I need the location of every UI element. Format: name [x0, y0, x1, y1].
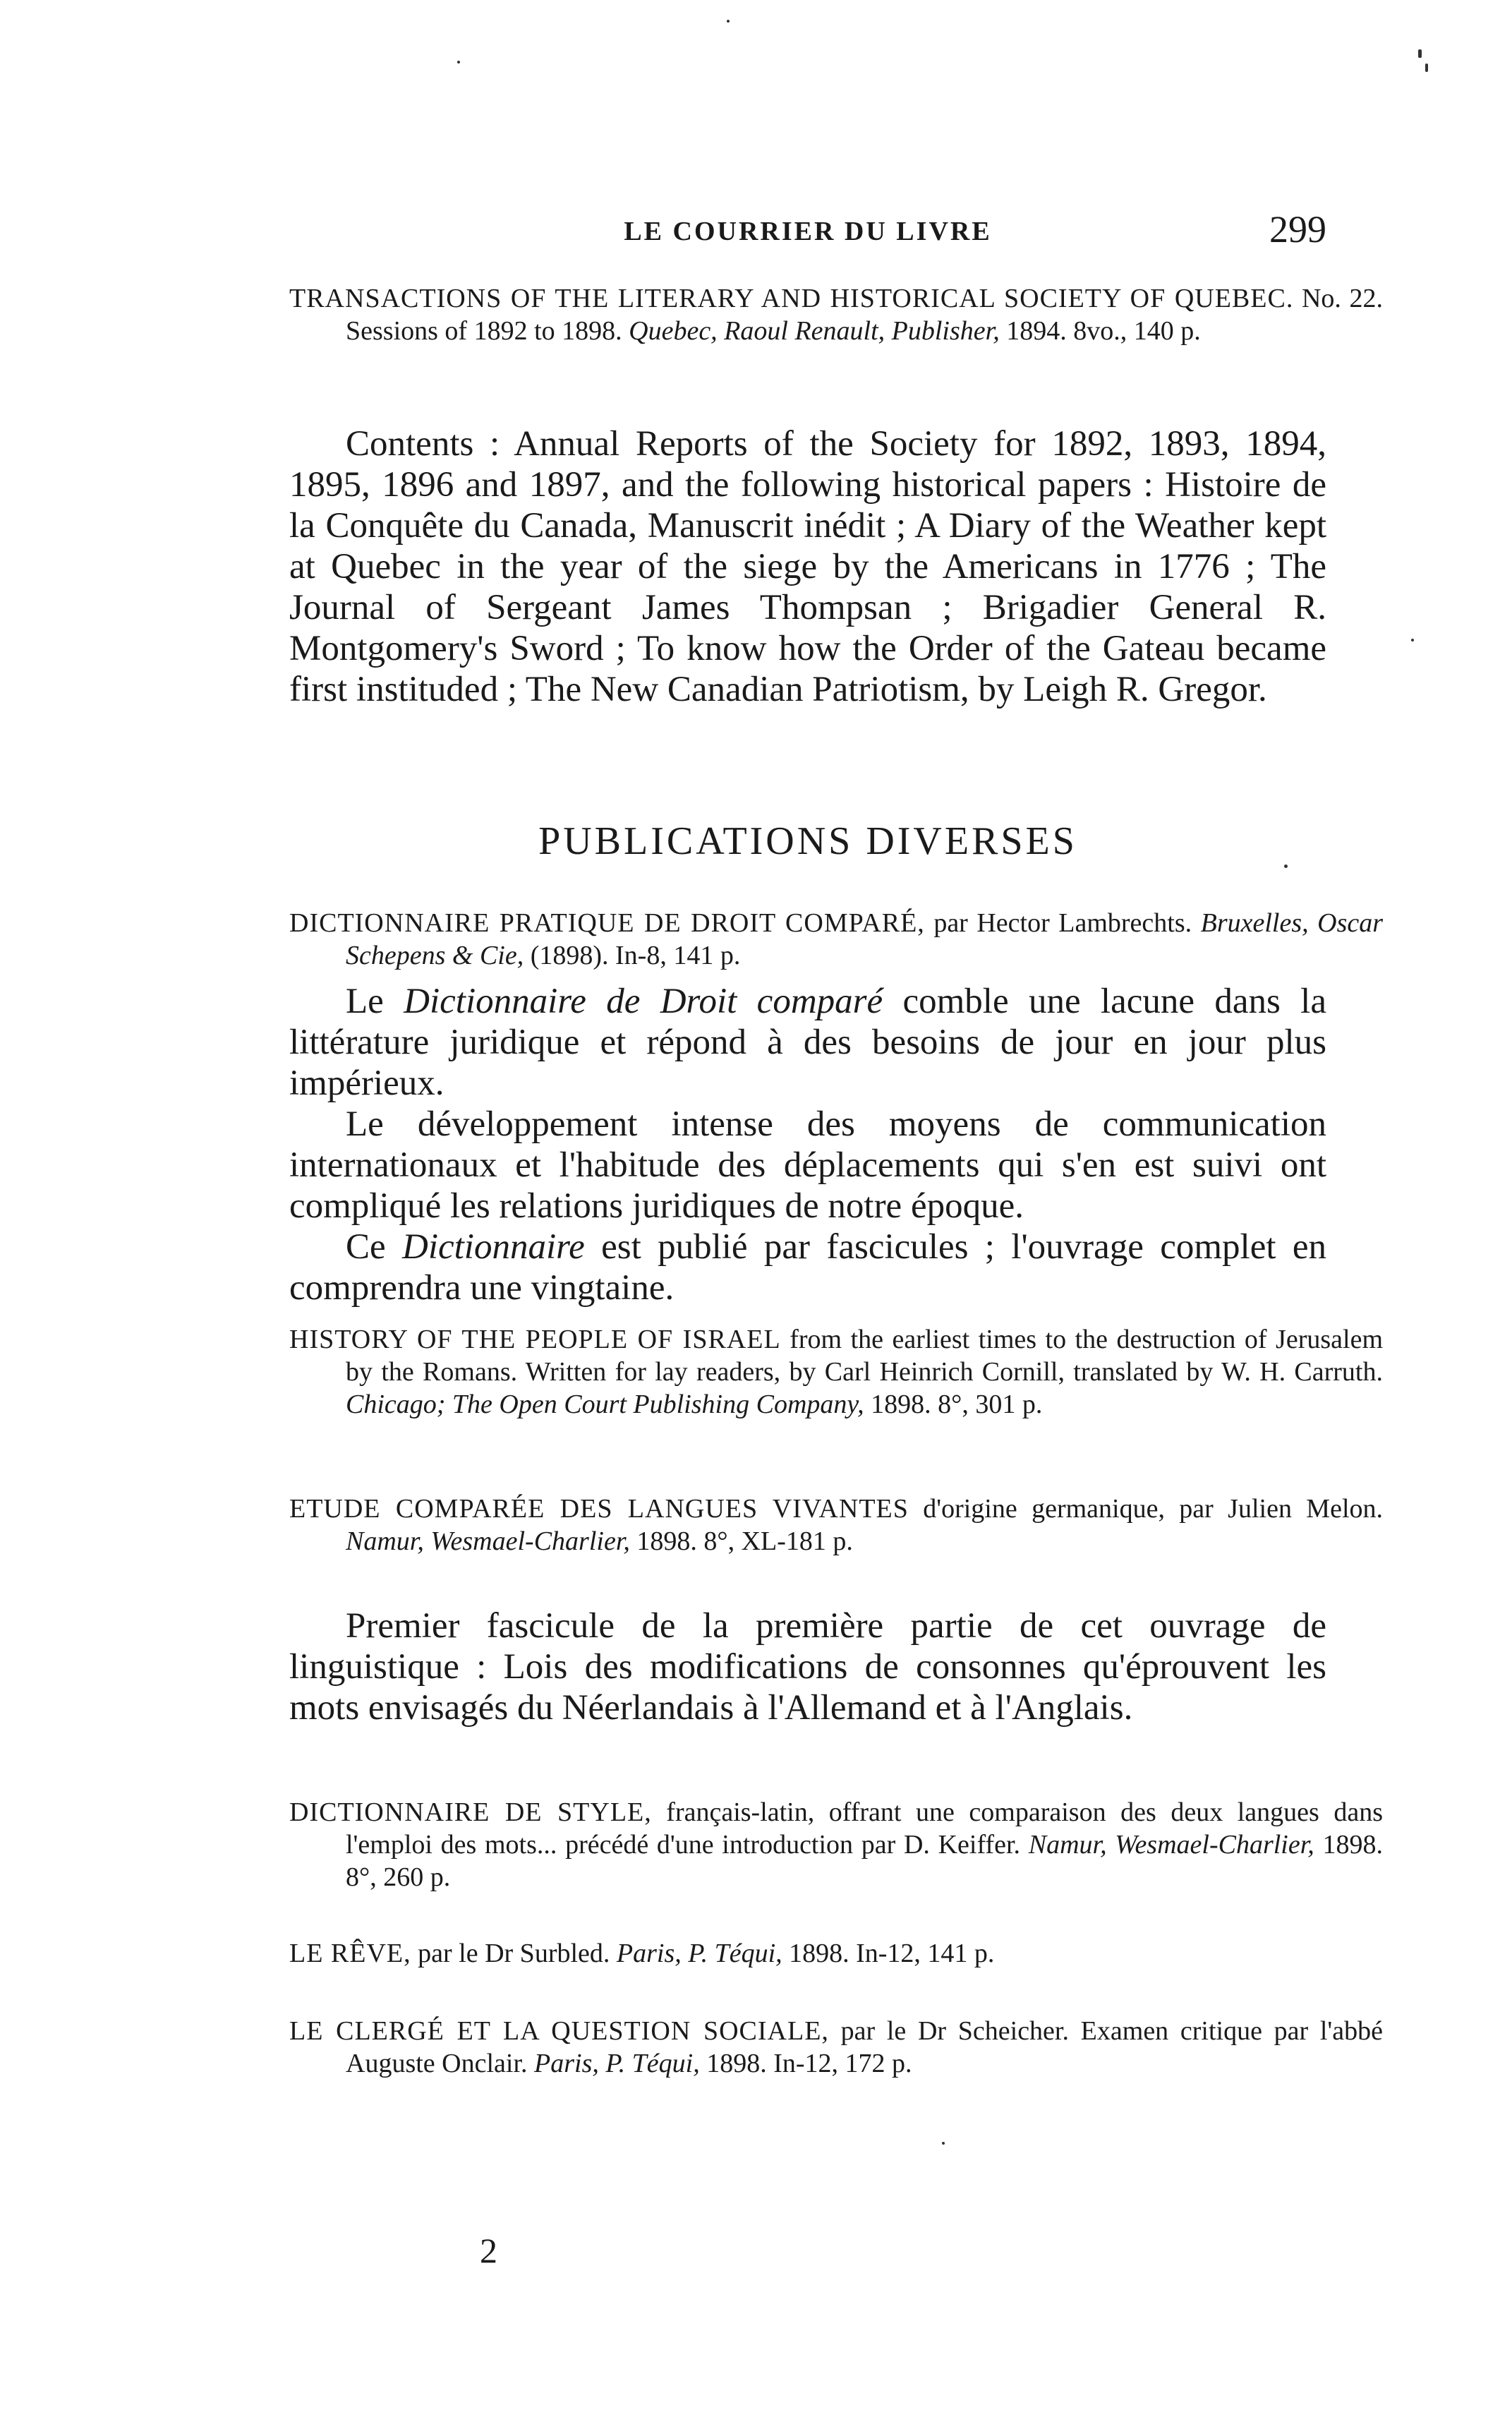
entry-imprint: 1898. 8°, 301 p. — [871, 1390, 1043, 1419]
entry-imprint: 1894. 8vo., 140 p. — [1006, 316, 1201, 346]
contents-paragraph-block — [289, 423, 1326, 710]
entry-imprint: 1898. 8°, 260 p. — [346, 1830, 1384, 1892]
entry-title: LE RÊVE, — [289, 1939, 411, 1968]
text-run: est publié par fascicules ; l'ouvrage complet en comprendra une vingtaine. — [289, 1227, 1326, 1308]
entry-details: français-latin, offrant une comparaison des deux langues dans l'emploi des mots... précédé d'une introduction par D. Keiffer. — [346, 1797, 1384, 1860]
entry-history-israel — [289, 1323, 1383, 1421]
entry-le-reve — [289, 1937, 1383, 1970]
scan-speck — [457, 61, 460, 64]
entry-publisher: Paris, P. Téqui, — [616, 1939, 782, 1968]
section-title: PUBLICATIONS DIVERSES — [538, 819, 1077, 863]
text-run: Le — [346, 982, 404, 1021]
scan-speck — [1284, 864, 1288, 868]
entry-title: DICTIONNAIRE PRATIQUE DE DROIT COMPARÉ, — [289, 908, 925, 938]
entry-title: ETUDE COMPARÉE DES LANGUES VIVANTES — [289, 1494, 909, 1524]
entry-details: from the earliest times to the destruction of Jerusalem by the Romans. Written for lay readers, by Carl Heinrich Cornill, translated by W. H. Carruth. — [346, 1325, 1383, 1387]
entry-imprint: 1898. In-12, 141 p. — [789, 1939, 995, 1968]
entry-details: par le Dr Scheicher. Examen critique par l'abbé Auguste Onclair. — [346, 2016, 1383, 2078]
entry-le-clerge — [289, 2015, 1383, 2080]
entry-title: DICTIONNAIRE DE STYLE, — [289, 1797, 652, 1827]
entry-dictionnaire-style — [289, 1796, 1383, 1893]
etude-paragraph: Premier fascicule de la première partie de cet ouvrage de linguistique : Lois des modifications de consonnes qu'éprouvent les mots envisagés du Néerlandais à l'Allemand et à l'Anglais. — [289, 1606, 1326, 1728]
entry-dictionnaire-pratique — [289, 907, 1383, 972]
entry-details: d'origine germanique, par Julien Melon. — [923, 1494, 1384, 1524]
scan-speck — [942, 2142, 945, 2145]
entry-details: No. 22. Sessions of 1892 to 1898. — [346, 284, 1384, 346]
dictionnaire-paragraph-2: Le développement intense des moyens de communication internationaux et l'habitude des déplacements qui s'en est suivi ont compliqué les relations juridiques de notre époque. — [289, 1104, 1326, 1226]
entry-details: par le Dr Surbled. — [418, 1939, 610, 1968]
running-head: LE COURRIER DU LIVRE — [624, 217, 992, 246]
dictionnaire-paragraph-3 — [289, 1227, 1326, 1308]
entry-imprint: 1898. 8°, XL-181 p. — [636, 1526, 853, 1556]
entry-title: TRANSACTIONS OF THE LITERARY AND HISTORICAL SOCIETY OF QUEBEC. — [289, 284, 1294, 313]
entry-publisher: Bruxelles, Oscar Schepens & Cie, — [346, 908, 1384, 970]
entry-transactions — [289, 282, 1383, 347]
entry-etude-comparee — [289, 1493, 1383, 1558]
scan-speck — [1425, 64, 1428, 72]
italic-title: Dictionnaire de Droit comparé — [404, 982, 883, 1021]
entry-publisher: Chicago; The Open Court Publishing Company, — [346, 1390, 864, 1419]
entry-publisher: Namur, Wesmael-Charlier, — [346, 1526, 630, 1556]
scan-speck — [1411, 639, 1414, 641]
entry-publisher: Namur, Wesmael-Charlier, — [1028, 1830, 1314, 1860]
entry-publisher: Paris, P. Téqui, — [534, 2049, 700, 2078]
page-number: 299 — [1269, 208, 1326, 251]
text-run: comble une lacune dans la littérature juridique et répond à des besoins de jour en jour plus impérieux. — [289, 982, 1326, 1103]
etude-paragraph-block — [289, 1605, 1326, 1728]
entry-publisher: Quebec, Raoul Renault, Publisher, — [629, 316, 1000, 346]
page-header — [289, 208, 1326, 261]
entry-details: par Hector Lambrechts. — [933, 908, 1192, 938]
entry-imprint: (1898). In-8, 141 p. — [530, 941, 741, 970]
dictionnaire-paragraph-1 — [289, 981, 1326, 1104]
signature-mark: 2 — [480, 2231, 497, 2270]
dictionnaire-paragraphs — [289, 981, 1326, 1308]
entry-title: LE CLERGÉ ET LA QUESTION SOCIALE, — [289, 2016, 829, 2046]
scan-speck — [727, 20, 730, 23]
entry-imprint: 1898. In-12, 172 p. — [706, 2049, 912, 2078]
italic-title: Dictionnaire — [402, 1227, 585, 1267]
text-run: Ce — [346, 1227, 402, 1267]
entry-title: HISTORY OF THE PEOPLE OF ISRAEL — [289, 1325, 781, 1354]
scan-speck — [1418, 49, 1422, 58]
contents-paragraph: Contents : Annual Reports of the Society for 1892, 1893, 1894, 1895, 1896 and 1897, and the following historical papers : Histoire de la Conquête du Canada, Manuscrit inédit ; A Diary of the Weather kept at Quebec in the year of the siege by the Americans in 1776 ; The Journal of Sergeant James Thompsan ; Brigadier General R. Montgomery's Sword ; To know how the Order of the Gateau became first instituded ; The New Canadian Patriotism, by Leigh R. Gregor. — [289, 424, 1326, 709]
